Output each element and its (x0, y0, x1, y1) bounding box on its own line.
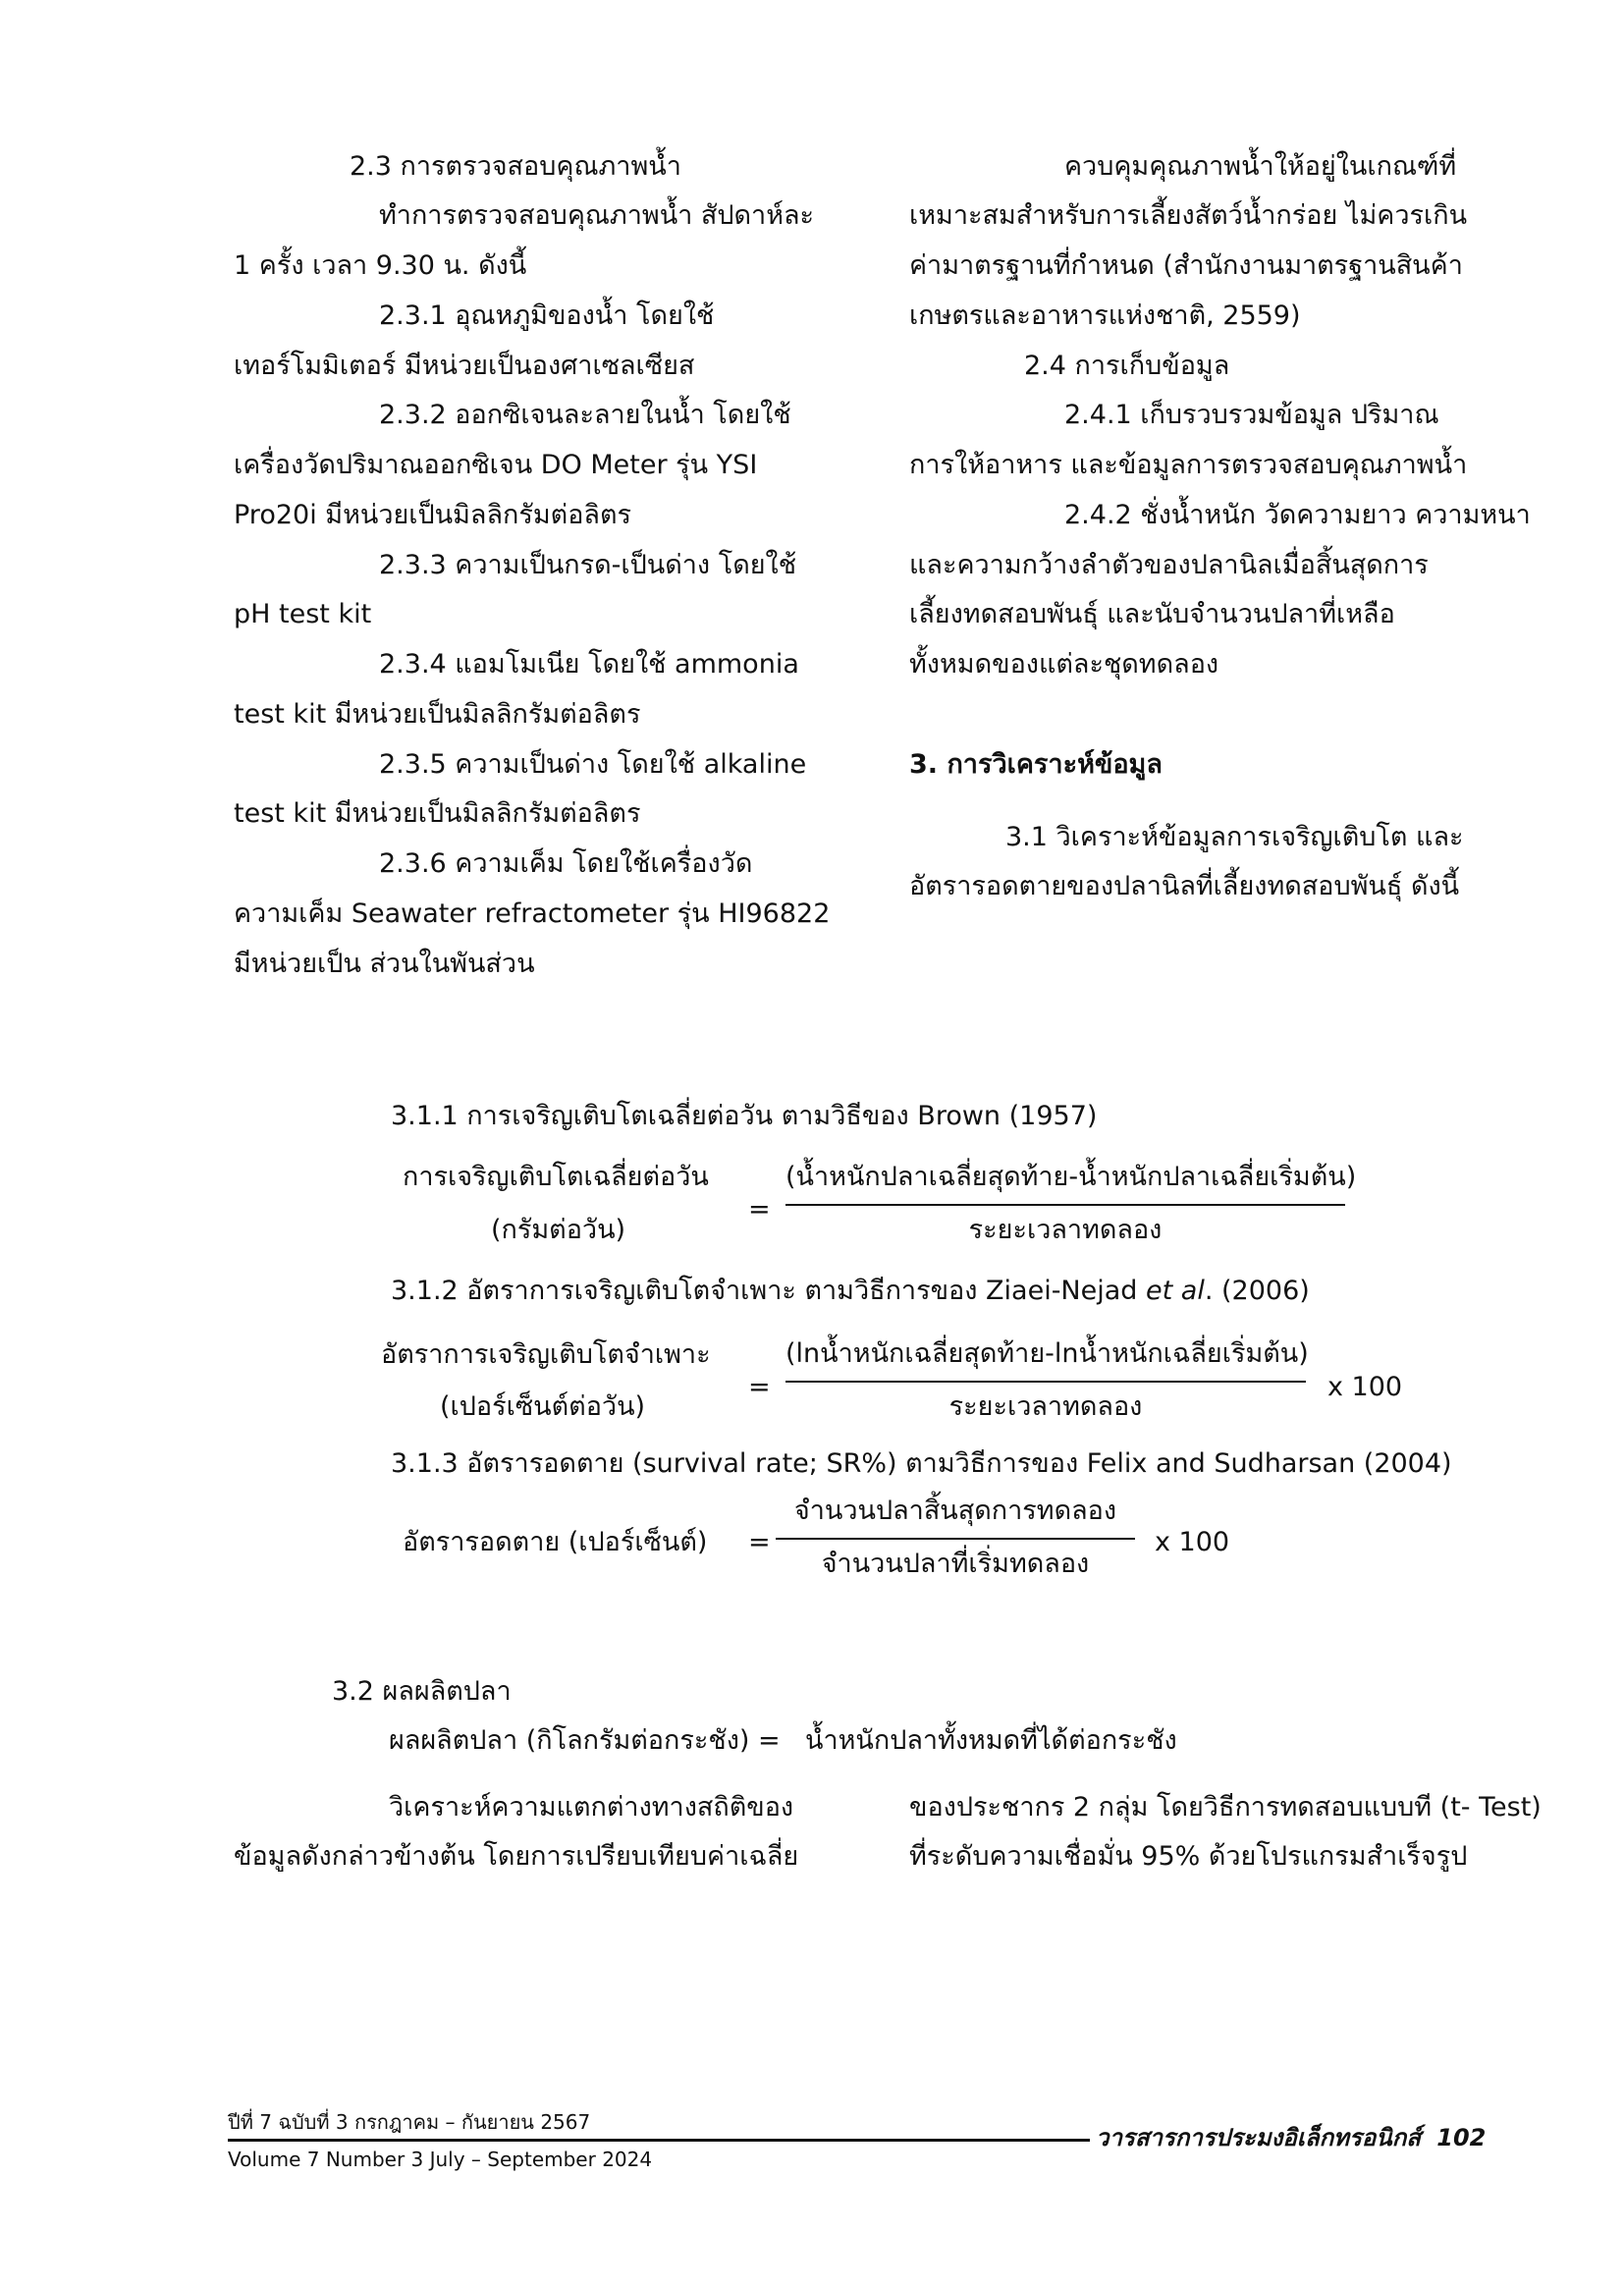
section-2-4-title: 2.4 การเก็บข้อมูล (1024, 351, 1230, 381)
body-text: ทั้งหมดของแต่ละชุดทดลอง (909, 649, 1219, 680)
body-text: เทอร์โมมิเตอร์ มีหน่วยเป็นองศาเซลเซียส (234, 351, 695, 381)
body-text: 2.3.1 อุณหภูมิของน้ำ โดยใช้ (379, 300, 715, 331)
body-text: ค่ามาตรฐานที่กำหนด (สำนักงานมาตรฐานสินค้า (909, 250, 1463, 281)
fraction-denominator: ระยะเวลาทดลอง (948, 1391, 1143, 1422)
footer-rule (228, 2139, 1090, 2142)
body-text: ทำการตรวจสอบคุณภาพน้ำ สัปดาห์ละ (379, 200, 815, 231)
body-text: 2.3.6 ความเค็ม โดยใช้เครื่องวัด (379, 848, 753, 879)
section-3-title: 3. การวิเคราะห์ข้อมูล (909, 749, 1163, 780)
equals-sign: = (748, 1194, 771, 1225)
formula-label: (กรัมต่อวัน) (491, 1215, 626, 1245)
body-text: test kit มีหน่วยเป็นมิลลิกรัมต่อลิตร (234, 798, 641, 829)
fraction-denominator: จำนวนปลาที่เริ่มทดลอง (821, 1549, 1090, 1579)
body-text: 2.3.4 แอมโมเนีย โดยใช้ ammonia (379, 649, 799, 680)
formula-label: การเจริญเติบโตเฉลี่ยต่อวัน (403, 1162, 709, 1192)
body-text: การให้อาหาร และข้อมูลการตรวจสอบคุณภาพน้ำ (909, 450, 1468, 480)
body-text: ของประชากร 2 กลุ่ม โดยวิธีการทดสอบแบบที (t- Test) (909, 1792, 1542, 1823)
body-text: อัตรารอดตายของปลานิลที่เลี้ยงทดสอบพันธุ์ ดังนี้ (909, 871, 1460, 901)
body-text: 1 ครั้ง เวลา 9.30 น. ดังนี้ (234, 250, 527, 281)
formula-value: น้ำหนักปลาทั้งหมดที่ได้ต่อกระชัง (805, 1725, 1177, 1756)
body-text: pH test kit (234, 599, 372, 629)
body-text: test kit มีหน่วยเป็นมิลลิกรัมต่อลิตร (234, 699, 641, 730)
formula-heading: 3.1.3 อัตรารอดตาย (survival rate; SR%) ตามวิธีการของ Felix and Sudharsan (2004) (391, 1448, 1452, 1479)
body-text: Pro20i มีหน่วยเป็นมิลลิกรัมต่อลิตร (234, 500, 631, 530)
formula-label: ผลผลิตปลา (กิโลกรัมต่อกระชัง) = (389, 1725, 781, 1756)
formula-heading-text: . (2006) (1204, 1276, 1310, 1306)
body-text: เหมาะสมสำหรับการเลี้ยงสัตว์น้ำกร่อย ไม่ควรเกิน (909, 200, 1468, 231)
formula-label: (เปอร์เซ็นต์ต่อวัน) (440, 1391, 646, 1422)
equals-sign: = (748, 1372, 771, 1402)
body-text: เครื่องวัดปริมาณออกซิเจน DO Meter รุ่น YSI (234, 450, 758, 480)
formula-label: อัตรารอดตาย (เปอร์เซ็นต์) (403, 1527, 708, 1557)
body-text: วิเคราะห์ความแตกต่างทางสถิติของ (389, 1792, 794, 1823)
section-2-3-title: 2.3 การตรวจสอบคุณภาพน้ำ (350, 151, 681, 182)
body-text: 2.4.1 เก็บรวบรวมข้อมูล ปริมาณ (1064, 400, 1439, 430)
body-text: ที่ระดับความเชื่อมั่น 95% ด้วยโปรแกรมสำเร็จรูป (909, 1841, 1468, 1872)
body-text: ความเค็ม Seawater refractometer รุ่น HI96822 (234, 898, 831, 929)
journal-name: วารสารการประมงอิเล็กทรอนิกส์ (1096, 2124, 1421, 2151)
formula-heading: 3.1.1 การเจริญเติบโตเฉลี่ยต่อวัน ตามวิธีของ Brown (1957) (391, 1101, 1098, 1131)
fraction-numerator: (lnน้ำหนักเฉลี่ยสุดท้าย-lnน้ำหนักเฉลี่ยเริ่มต้น) (785, 1338, 1309, 1369)
formula-heading-text: 3.1.2 อัตราการเจริญเติบโตจำเพาะ ตามวิธีการของ Ziaei-Nejad (391, 1276, 1138, 1306)
fraction-numerator: จำนวนปลาสิ้นสุดการทดลอง (793, 1496, 1117, 1526)
body-text: 2.3.2 ออกซิเจนละลายในน้ำ โดยใช้ (379, 400, 791, 430)
body-text: มีหน่วยเป็น ส่วนในพันส่วน (234, 949, 535, 979)
section-3-2-title: 3.2 ผลผลิตปลา (332, 1676, 512, 1707)
formula-heading-italic: et al (1146, 1276, 1205, 1306)
equals-sign: = (748, 1527, 771, 1557)
multiplier: x 100 (1327, 1372, 1403, 1402)
fraction-bar (785, 1204, 1345, 1206)
footer-journal-title (1096, 2121, 1486, 2154)
body-text: 2.3.3 ความเป็นกรด-เป็นด่าง โดยใช้ (379, 550, 797, 580)
formula-heading (391, 1275, 1310, 1308)
fraction-bar (776, 1538, 1135, 1540)
fraction-bar (785, 1381, 1306, 1383)
body-text: ข้อมูลดังกล่าวข้างต้น โดยการเปรียบเทียบค่าเฉลี่ย (234, 1841, 799, 1872)
formula-label: อัตราการเจริญเติบโตจำเพาะ (381, 1339, 711, 1370)
fraction-numerator: (น้ำหนักปลาเฉลี่ยสุดท้าย-น้ำหนักปลาเฉลี่ยเริ่มต้น) (785, 1162, 1357, 1192)
body-text: 2.4.2 ชั่งน้ำหนัก วัดความยาว ความหนา (1064, 500, 1531, 530)
body-text: เกษตรและอาหารแห่งชาติ, 2559) (909, 300, 1301, 331)
body-text: เลี้ยงทดสอบพันธุ์ และนับจำนวนปลาที่เหลือ (909, 599, 1395, 629)
page-number: 102 (1436, 2124, 1487, 2151)
footer-issue-en: Volume 7 Number 3 July – September 2024 (228, 2148, 653, 2171)
body-text: 2.3.5 ความเป็นด่าง โดยใช้ alkaline (379, 749, 807, 780)
fraction-denominator: ระยะเวลาทดลอง (968, 1215, 1163, 1245)
body-text: 3.1 วิเคราะห์ข้อมูลการเจริญเติบโต และ (1005, 822, 1464, 852)
footer-issue-th: ปีที่ 7 ฉบับที่ 3 กรกฎาคม – กันยายน 2567 (228, 2110, 591, 2134)
multiplier: x 100 (1155, 1527, 1230, 1557)
body-text: ควบคุมคุณภาพน้ำให้อยู่ในเกณฑ์ที่ (1064, 151, 1457, 182)
body-text: และความกว้างลำตัวของปลานิลเมื่อสิ้นสุดการ (909, 550, 1429, 580)
